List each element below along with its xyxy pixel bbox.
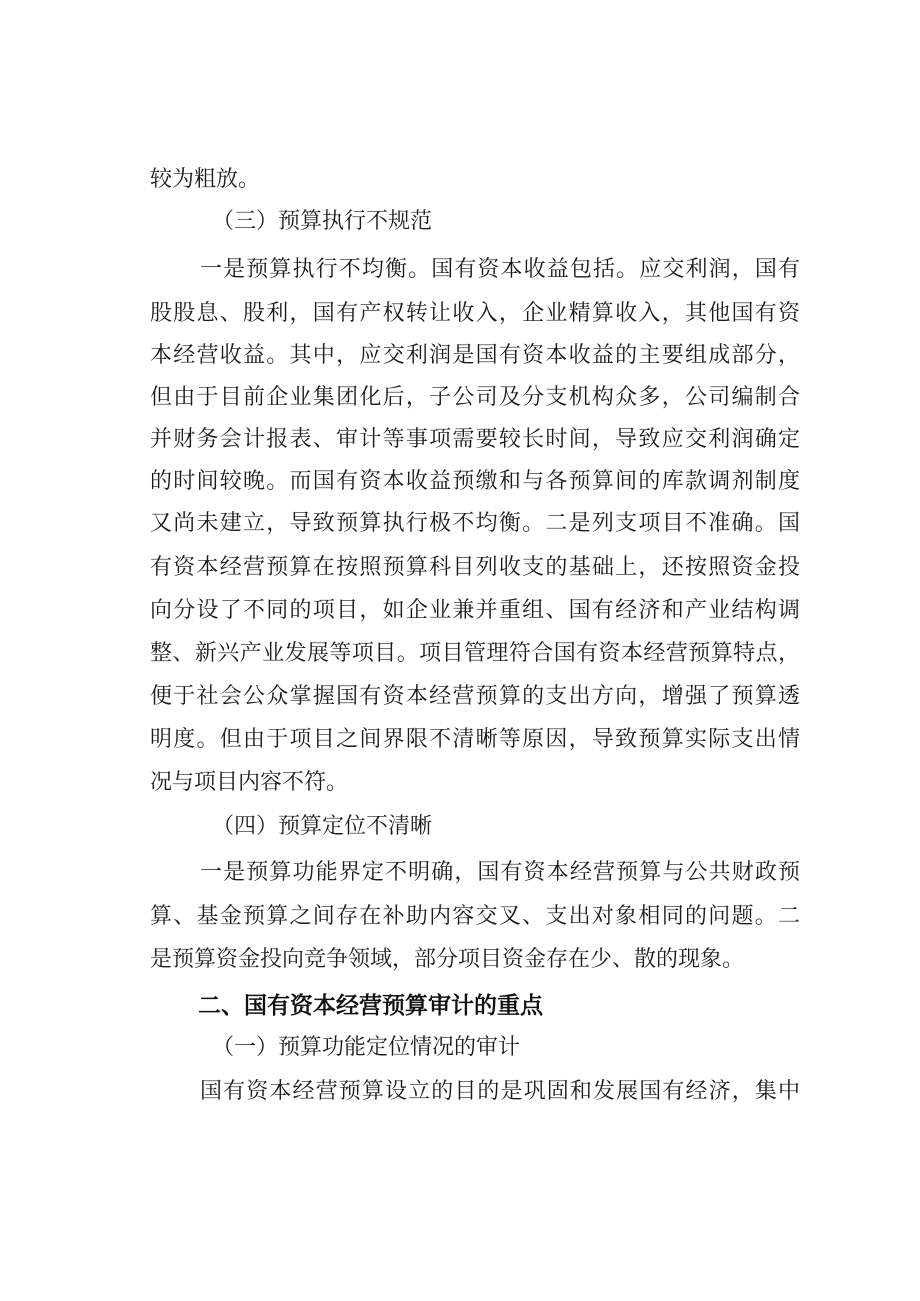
paragraph-line: 明度。但由于项目之间界限不清晰等原因，导致预算实际支出情 <box>150 727 800 752</box>
paragraph-line: 本经营收益。其中，应交利润是国有资本收益的主要组成部分， <box>150 343 800 368</box>
paragraph-line: 况与项目内容不符。 <box>150 770 349 795</box>
paragraph-line: 一是预算执行不均衡。国有资本收益包括。应交利润，国有 <box>200 257 800 282</box>
paragraph-line: 股股息、股利，国有产权转让收入，企业精算收入，其他国有资 <box>150 301 800 326</box>
section-subheading: （四）预算定位不清晰 <box>212 814 433 839</box>
paragraph-line: 的时间较晚。而国有资本收益预缴和与各预算间的库款调剂制度 <box>150 469 800 494</box>
paragraph-line: 整、新兴产业发展等项目。项目管理符合国有资本经营预算特点， <box>150 641 800 666</box>
paragraph-line: 向分设了不同的项目，如企业兼并重组、国有经济和产业结构调 <box>150 598 800 623</box>
paragraph-line: 一是预算功能界定不明确，国有资本经营预算与公共财政预 <box>200 860 800 885</box>
paragraph-line: 是预算资金投向竞争领域，部分项目资金存在少、散的现象。 <box>150 947 745 972</box>
paragraph-line: 国有资本经营预算设立的目的是巩固和发展国有经济，集中 <box>200 1079 800 1104</box>
paragraph-line: 又尚未建立，导致预算执行极不均衡。二是列支项目不准确。国 <box>150 511 800 536</box>
section-subheading: （三）预算执行不规范 <box>212 209 433 234</box>
paragraph-line: 算、基金预算之间存在补助内容交叉、支出对象相同的问题。二 <box>150 904 800 929</box>
paragraph-line: 并财务会计报表、审计等事项需要较长时间，导致应交利润确定 <box>150 427 800 452</box>
paragraph-line: 便于社会公众掌握国有资本经营预算的支出方向，增强了预算透 <box>150 684 800 709</box>
paragraph-line: 但由于目前企业集团化后，子公司及分支机构众多，公司编制合 <box>150 385 800 410</box>
section-heading: 二、国有资本经营预算审计的重点 <box>198 992 543 1018</box>
paragraph-line: 有资本经营预算在按照预算科目列收支的基础上，还按照资金投 <box>150 555 800 580</box>
paragraph-line: 较为粗放。 <box>150 167 261 192</box>
section-subheading: （一）预算功能定位情况的审计 <box>212 1035 521 1060</box>
